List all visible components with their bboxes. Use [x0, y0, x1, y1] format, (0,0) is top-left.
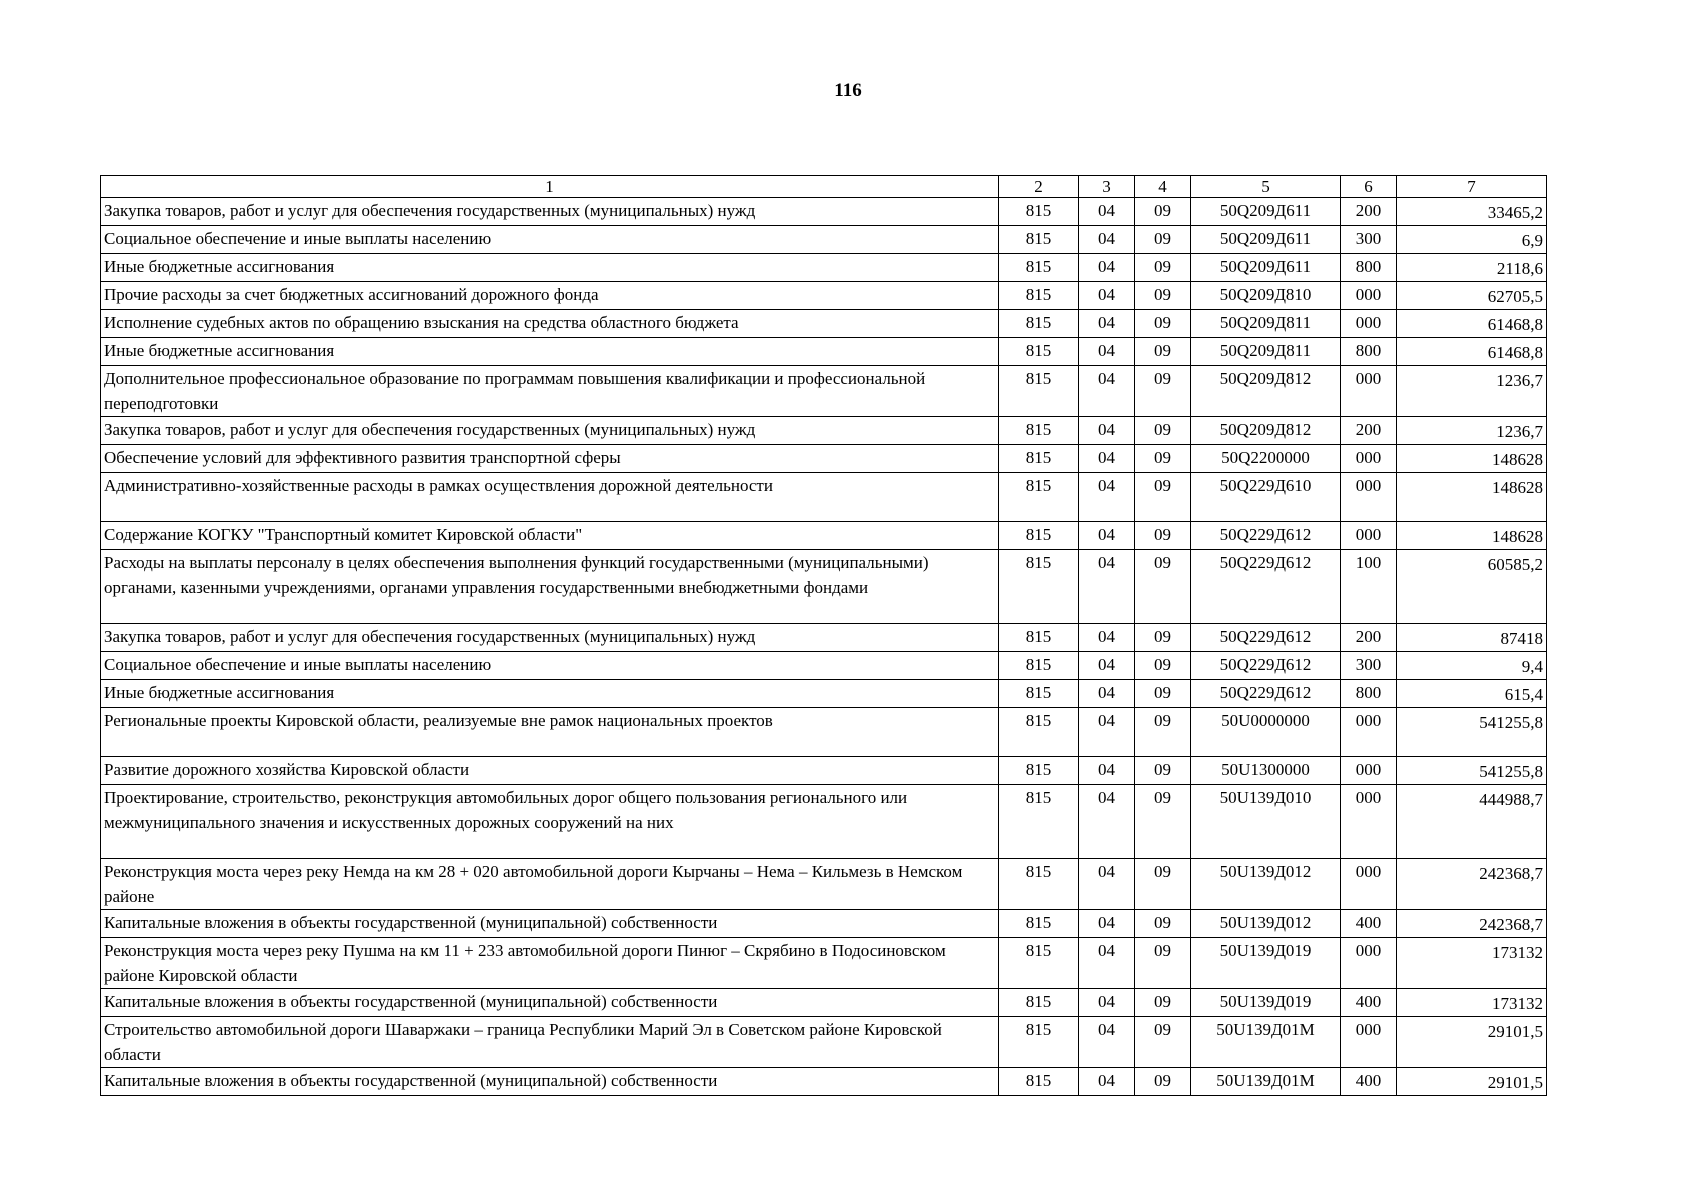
expense-type-cell: 000 [1341, 473, 1397, 522]
subsection-code-cell: 09 [1135, 282, 1191, 310]
expense-type-cell: 000 [1341, 785, 1397, 859]
header-cell: 4 [1135, 176, 1191, 198]
table-row [101, 1017, 1547, 1068]
amount-cell [1397, 254, 1547, 282]
amount-cell [1397, 989, 1547, 1017]
target-article-cell: 50U139Д019 [1191, 938, 1341, 989]
amount-value: 6,9 [1521, 231, 1543, 250]
amount-cell [1397, 1017, 1547, 1068]
amount-value: 541255,8 [1479, 762, 1543, 781]
expense-type-cell: 000 [1341, 757, 1397, 785]
amount-value: 29101,5 [1487, 1073, 1543, 1092]
target-article-cell: 50U0000000 [1191, 708, 1341, 757]
header-cell: 5 [1191, 176, 1341, 198]
ministry-code-cell: 815 [999, 366, 1079, 417]
subsection-code-cell: 09 [1135, 624, 1191, 652]
target-article-cell: 50U139Д019 [1191, 989, 1341, 1017]
ministry-code-cell: 815 [999, 938, 1079, 989]
table-row [101, 338, 1547, 366]
subsection-code-cell: 09 [1135, 522, 1191, 550]
table-header-row [101, 176, 1547, 198]
amount-cell [1397, 708, 1547, 757]
amount-value: 444988,7 [1479, 790, 1543, 809]
amount-value: 541255,8 [1479, 713, 1543, 732]
section-code-cell: 04 [1079, 522, 1135, 550]
table-row [101, 282, 1547, 310]
amount-value: 29101,5 [1487, 1022, 1543, 1041]
target-article-cell: 50Q209Д811 [1191, 310, 1341, 338]
ministry-code-cell: 815 [999, 445, 1079, 473]
ministry-code-cell: 815 [999, 859, 1079, 910]
table-row [101, 757, 1547, 785]
section-code-cell: 04 [1079, 859, 1135, 910]
subsection-code-cell: 09 [1135, 938, 1191, 989]
ministry-code-cell: 815 [999, 254, 1079, 282]
expense-type-cell: 300 [1341, 226, 1397, 254]
section-code-cell: 04 [1079, 226, 1135, 254]
expense-name-cell: Дополнительное профессиональное образование по программам повышения квалификации и профессиональной переподготовки [101, 366, 999, 417]
amount-value: 242368,7 [1479, 864, 1543, 883]
expense-type-cell: 000 [1341, 310, 1397, 338]
subsection-code-cell: 09 [1135, 785, 1191, 859]
amount-cell [1397, 522, 1547, 550]
subsection-code-cell: 09 [1135, 989, 1191, 1017]
section-code-cell: 04 [1079, 366, 1135, 417]
section-code-cell: 04 [1079, 989, 1135, 1017]
target-article-cell: 50U139Д01М [1191, 1017, 1341, 1068]
amount-cell [1397, 338, 1547, 366]
subsection-code-cell: 09 [1135, 473, 1191, 522]
table-row [101, 522, 1547, 550]
amount-cell [1397, 473, 1547, 522]
ministry-code-cell: 815 [999, 226, 1079, 254]
subsection-code-cell: 09 [1135, 1068, 1191, 1096]
header-cell: 6 [1341, 176, 1397, 198]
table-row [101, 550, 1547, 624]
section-code-cell: 04 [1079, 785, 1135, 859]
amount-value: 9,4 [1521, 657, 1543, 676]
expense-type-cell: 800 [1341, 254, 1397, 282]
table-row [101, 708, 1547, 757]
expense-name-cell: Социальное обеспечение и иные выплаты населению [101, 226, 999, 254]
section-code-cell: 04 [1079, 938, 1135, 989]
ministry-code-cell: 815 [999, 473, 1079, 522]
table-row [101, 1068, 1547, 1096]
table-row [101, 198, 1547, 226]
target-article-cell: 50U139Д01М [1191, 1068, 1341, 1096]
expense-name-cell: Капитальные вложения в объекты государственной (муниципальной) собственности [101, 989, 999, 1017]
expense-type-cell: 800 [1341, 338, 1397, 366]
section-code-cell: 04 [1079, 338, 1135, 366]
table-row [101, 445, 1547, 473]
expense-name-cell: Реконструкция моста через реку Пушма на км 11 + 233 автомобильной дороги Пинюг – Скрябино в Подосиновском районе Кировской области [101, 938, 999, 989]
amount-cell [1397, 1068, 1547, 1096]
expense-name-cell: Закупка товаров, работ и услуг для обеспечения государственных (муниципальных) нужд [101, 624, 999, 652]
header-cell: 7 [1397, 176, 1547, 198]
table-row [101, 310, 1547, 338]
section-code-cell: 04 [1079, 550, 1135, 624]
amount-cell [1397, 282, 1547, 310]
expense-type-cell: 400 [1341, 989, 1397, 1017]
amount-cell [1397, 417, 1547, 445]
subsection-code-cell: 09 [1135, 366, 1191, 417]
subsection-code-cell: 09 [1135, 445, 1191, 473]
budget-table [100, 175, 1547, 1096]
ministry-code-cell: 815 [999, 338, 1079, 366]
section-code-cell: 04 [1079, 417, 1135, 445]
target-article-cell: 50U139Д012 [1191, 910, 1341, 938]
expense-name-cell: Прочие расходы за счет бюджетных ассигнований дорожного фонда [101, 282, 999, 310]
subsection-code-cell: 09 [1135, 1017, 1191, 1068]
subsection-code-cell: 09 [1135, 652, 1191, 680]
table-row [101, 366, 1547, 417]
expense-name-cell: Строительство автомобильной дороги Шаваржаки – граница Республики Марий Эл в Советском районе Кировской области [101, 1017, 999, 1068]
amount-value: 615,4 [1504, 685, 1543, 704]
expense-name-cell: Административно-хозяйственные расходы в рамках осуществления дорожной деятельности [101, 473, 999, 522]
expense-name-cell: Социальное обеспечение и иные выплаты населению [101, 652, 999, 680]
section-code-cell: 04 [1079, 652, 1135, 680]
section-code-cell: 04 [1079, 473, 1135, 522]
expense-type-cell: 200 [1341, 624, 1397, 652]
ministry-code-cell: 815 [999, 417, 1079, 445]
expense-type-cell: 400 [1341, 910, 1397, 938]
subsection-code-cell: 09 [1135, 859, 1191, 910]
amount-cell [1397, 938, 1547, 989]
ministry-code-cell: 815 [999, 624, 1079, 652]
table-row [101, 910, 1547, 938]
expense-name-cell: Закупка товаров, работ и услуг для обеспечения государственных (муниципальных) нужд [101, 198, 999, 226]
expense-name-cell: Исполнение судебных актов по обращению взыскания на средства областного бюджета [101, 310, 999, 338]
expense-type-cell: 000 [1341, 282, 1397, 310]
ministry-code-cell: 815 [999, 652, 1079, 680]
expense-type-cell: 200 [1341, 417, 1397, 445]
ministry-code-cell: 815 [999, 785, 1079, 859]
expense-type-cell: 300 [1341, 652, 1397, 680]
target-article-cell: 50Q209Д812 [1191, 366, 1341, 417]
header-cell: 2 [999, 176, 1079, 198]
subsection-code-cell: 09 [1135, 680, 1191, 708]
amount-cell [1397, 680, 1547, 708]
amount-cell [1397, 310, 1547, 338]
expense-name-cell: Расходы на выплаты персоналу в целях обеспечения выполнения функций государственными (муниципальными) органами, казенными учреждениями, органами управления государственными внебюджетными фондами [101, 550, 999, 624]
section-code-cell: 04 [1079, 310, 1135, 338]
ministry-code-cell: 815 [999, 1017, 1079, 1068]
expense-name-cell: Закупка товаров, работ и услуг для обеспечения государственных (муниципальных) нужд [101, 417, 999, 445]
table-row [101, 680, 1547, 708]
amount-value: 61468,8 [1487, 315, 1543, 334]
amount-cell [1397, 624, 1547, 652]
target-article-cell: 50U139Д010 [1191, 785, 1341, 859]
section-code-cell: 04 [1079, 198, 1135, 226]
amount-value: 60585,2 [1487, 555, 1543, 574]
amount-cell [1397, 226, 1547, 254]
target-article-cell: 50Q209Д611 [1191, 226, 1341, 254]
table-body [101, 198, 1547, 1096]
subsection-code-cell: 09 [1135, 226, 1191, 254]
ministry-code-cell: 815 [999, 910, 1079, 938]
target-article-cell: 50U1300000 [1191, 757, 1341, 785]
amount-cell [1397, 366, 1547, 417]
subsection-code-cell: 09 [1135, 254, 1191, 282]
amount-value: 242368,7 [1479, 915, 1543, 934]
amount-value: 2118,6 [1496, 259, 1543, 278]
amount-value: 148628 [1492, 450, 1543, 469]
target-article-cell: 50U139Д012 [1191, 859, 1341, 910]
header-cell: 1 [101, 176, 999, 198]
subsection-code-cell: 09 [1135, 910, 1191, 938]
amount-cell [1397, 757, 1547, 785]
ministry-code-cell: 815 [999, 550, 1079, 624]
expense-name-cell: Реконструкция моста через реку Немда на км 28 + 020 автомобильной дороги Кырчаны – Нема – Кильмезь в Немском районе [101, 859, 999, 910]
section-code-cell: 04 [1079, 445, 1135, 473]
amount-cell [1397, 859, 1547, 910]
target-article-cell: 50Q229Д612 [1191, 652, 1341, 680]
expense-name-cell: Развитие дорожного хозяйства Кировской области [101, 757, 999, 785]
target-article-cell: 50Q209Д811 [1191, 338, 1341, 366]
table-row [101, 652, 1547, 680]
table-row [101, 226, 1547, 254]
amount-value: 61468,8 [1487, 343, 1543, 362]
subsection-code-cell: 09 [1135, 198, 1191, 226]
expense-type-cell: 400 [1341, 1068, 1397, 1096]
table-row [101, 624, 1547, 652]
section-code-cell: 04 [1079, 624, 1135, 652]
table-row [101, 859, 1547, 910]
amount-cell [1397, 198, 1547, 226]
page-number: 116 [834, 80, 862, 101]
subsection-code-cell: 09 [1135, 417, 1191, 445]
amount-value: 87418 [1500, 629, 1543, 648]
expense-name-cell: Иные бюджетные ассигнования [101, 680, 999, 708]
subsection-code-cell: 09 [1135, 708, 1191, 757]
table-row [101, 417, 1547, 445]
header-cell: 3 [1079, 176, 1135, 198]
amount-cell [1397, 445, 1547, 473]
amount-value: 148628 [1492, 478, 1543, 497]
amount-cell [1397, 785, 1547, 859]
expense-type-cell: 000 [1341, 366, 1397, 417]
section-code-cell: 04 [1079, 757, 1135, 785]
subsection-code-cell: 09 [1135, 310, 1191, 338]
expense-type-cell: 000 [1341, 445, 1397, 473]
ministry-code-cell: 815 [999, 282, 1079, 310]
target-article-cell: 50Q229Д612 [1191, 550, 1341, 624]
expense-type-cell: 200 [1341, 198, 1397, 226]
table-row [101, 254, 1547, 282]
amount-value: 173132 [1492, 943, 1543, 962]
target-article-cell: 50Q229Д612 [1191, 680, 1341, 708]
amount-value: 1236,7 [1496, 371, 1543, 390]
expense-type-cell: 000 [1341, 1017, 1397, 1068]
ministry-code-cell: 815 [999, 680, 1079, 708]
amount-value: 33465,2 [1487, 203, 1543, 222]
amount-value: 62705,5 [1487, 287, 1543, 306]
expense-name-cell: Капитальные вложения в объекты государственной (муниципальной) собственности [101, 910, 999, 938]
ministry-code-cell: 815 [999, 198, 1079, 226]
expense-name-cell: Капитальные вложения в объекты государственной (муниципальной) собственности [101, 1068, 999, 1096]
amount-value: 173132 [1492, 994, 1543, 1013]
expense-type-cell: 100 [1341, 550, 1397, 624]
table-row [101, 989, 1547, 1017]
expense-name-cell: Иные бюджетные ассигнования [101, 338, 999, 366]
subsection-code-cell: 09 [1135, 550, 1191, 624]
target-article-cell: 50Q2200000 [1191, 445, 1341, 473]
table-row [101, 785, 1547, 859]
amount-value: 148628 [1492, 527, 1543, 546]
expense-name-cell: Содержание КОГКУ "Транспортный комитет Кировской области" [101, 522, 999, 550]
ministry-code-cell: 815 [999, 708, 1079, 757]
ministry-code-cell: 815 [999, 1068, 1079, 1096]
section-code-cell: 04 [1079, 1017, 1135, 1068]
target-article-cell: 50Q229Д612 [1191, 624, 1341, 652]
amount-value: 1236,7 [1496, 422, 1543, 441]
expense-type-cell: 000 [1341, 859, 1397, 910]
section-code-cell: 04 [1079, 254, 1135, 282]
section-code-cell: 04 [1079, 1068, 1135, 1096]
table-row [101, 938, 1547, 989]
expense-type-cell: 000 [1341, 708, 1397, 757]
ministry-code-cell: 815 [999, 522, 1079, 550]
expense-name-cell: Иные бюджетные ассигнования [101, 254, 999, 282]
expense-type-cell: 000 [1341, 522, 1397, 550]
target-article-cell: 50Q209Д611 [1191, 254, 1341, 282]
expense-type-cell: 000 [1341, 938, 1397, 989]
subsection-code-cell: 09 [1135, 338, 1191, 366]
ministry-code-cell: 815 [999, 989, 1079, 1017]
expense-name-cell: Региональные проекты Кировской области, реализуемые вне рамок национальных проектов [101, 708, 999, 757]
table-row [101, 473, 1547, 522]
target-article-cell: 50Q209Д611 [1191, 198, 1341, 226]
section-code-cell: 04 [1079, 910, 1135, 938]
target-article-cell: 50Q229Д612 [1191, 522, 1341, 550]
amount-cell [1397, 652, 1547, 680]
expense-name-cell: Обеспечение условий для эффективного развития транспортной сферы [101, 445, 999, 473]
section-code-cell: 04 [1079, 680, 1135, 708]
target-article-cell: 50Q229Д610 [1191, 473, 1341, 522]
subsection-code-cell: 09 [1135, 757, 1191, 785]
ministry-code-cell: 815 [999, 310, 1079, 338]
ministry-code-cell: 815 [999, 757, 1079, 785]
section-code-cell: 04 [1079, 282, 1135, 310]
target-article-cell: 50Q209Д810 [1191, 282, 1341, 310]
amount-cell [1397, 550, 1547, 624]
expense-name-cell: Проектирование, строительство, реконструкция автомобильных дорог общего пользования регионального или межмуниципального значения и искусственных дорожных сооружений на них [101, 785, 999, 859]
target-article-cell: 50Q209Д812 [1191, 417, 1341, 445]
section-code-cell: 04 [1079, 708, 1135, 757]
amount-cell [1397, 910, 1547, 938]
expense-type-cell: 800 [1341, 680, 1397, 708]
